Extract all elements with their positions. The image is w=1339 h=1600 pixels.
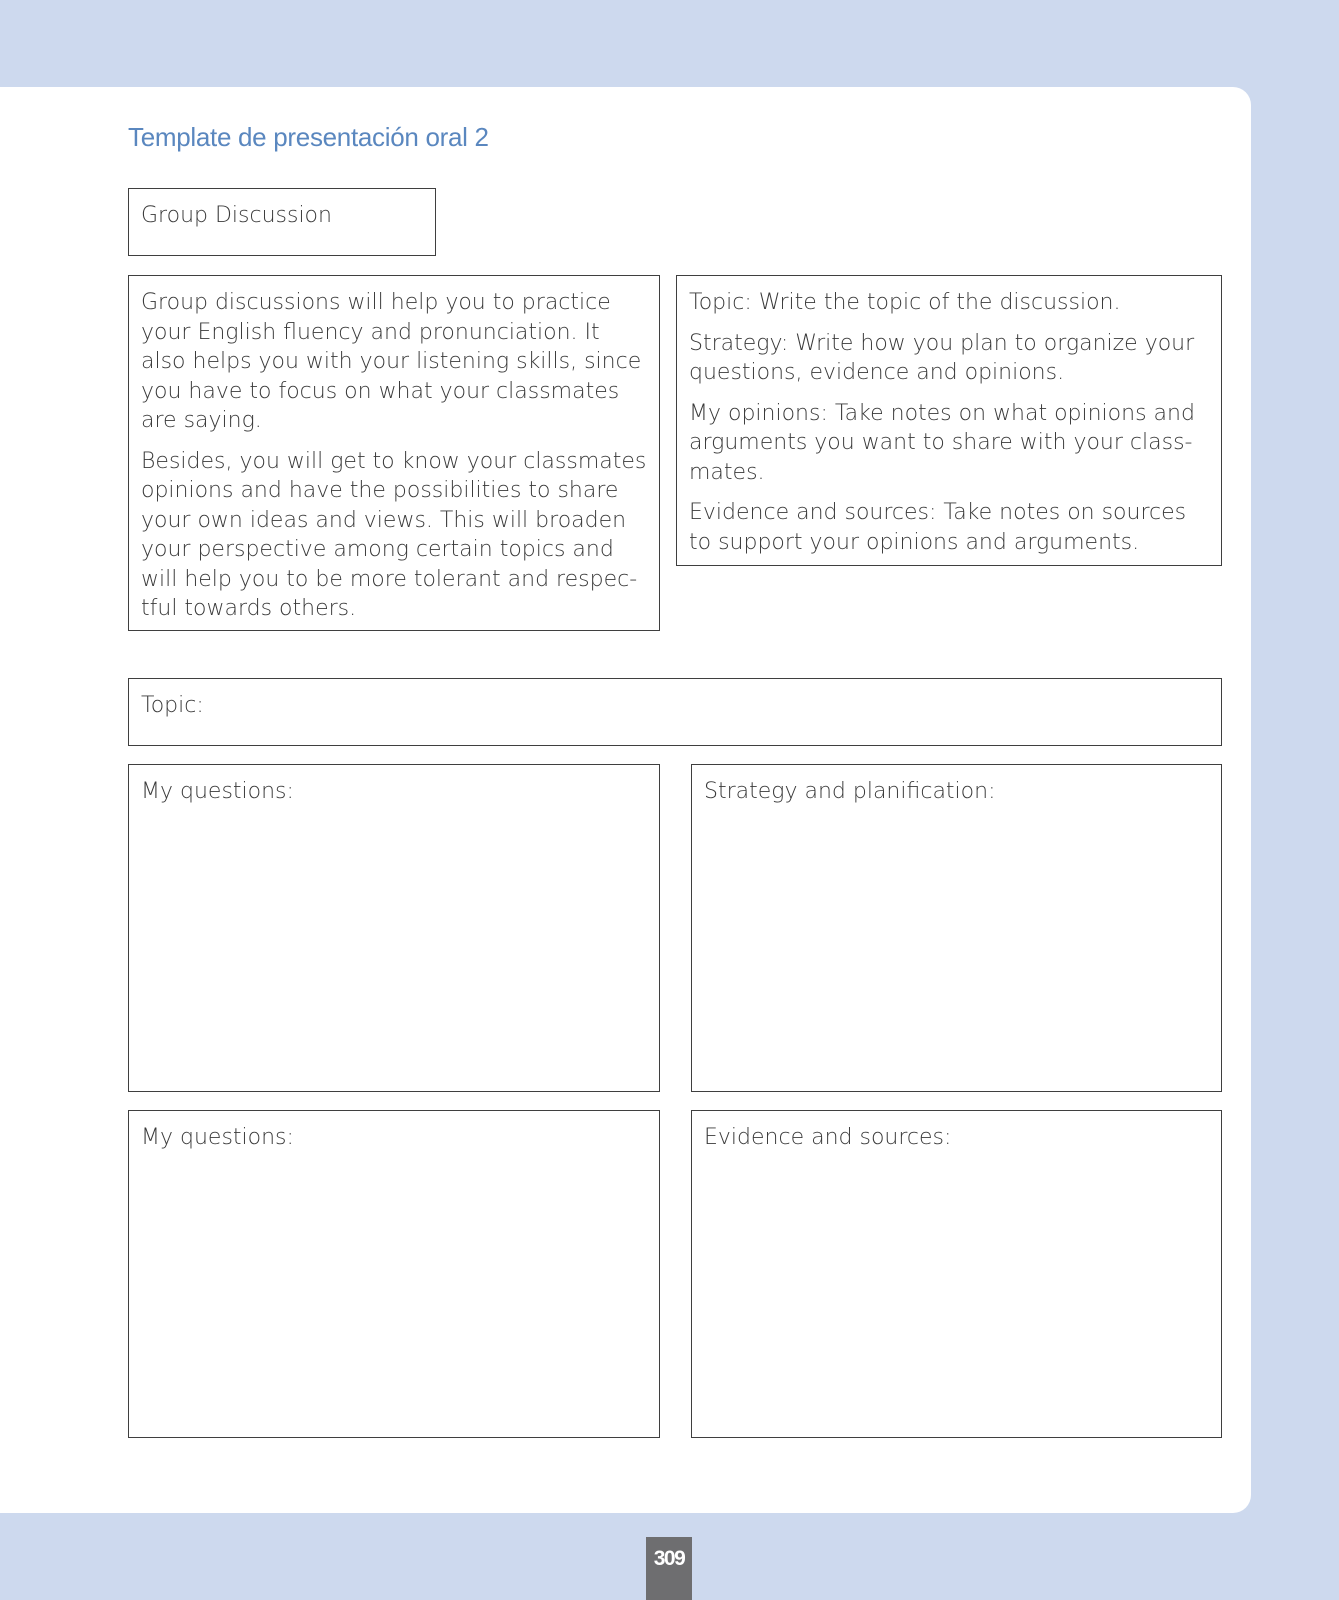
strategy-label: Strategy and planification:	[704, 779, 996, 804]
instruction-evidence: Evidence and sources: Take notes on sources to support your opinions and arguments.	[689, 500, 1187, 555]
page-title: Template de presentación oral 2	[128, 122, 489, 152]
my-questions-label-1: My questions:	[141, 779, 294, 804]
intro-text-box	[128, 275, 660, 631]
intro-paragraph-1: Group discussions will help you to practice your English fluency and pronunciation. It also helps you with your listening skills, since you have to focus on what your classmates are saying.	[141, 290, 642, 433]
instructions-box	[676, 275, 1222, 566]
instruction-opinions: My opinions: Take notes on what opinions and arguments you want to share with your classmates.	[689, 400, 1195, 485]
activity-name-label: Group Discussion	[141, 203, 332, 228]
evidence-field[interactable]	[691, 1110, 1222, 1438]
my-questions-field-1[interactable]	[128, 764, 660, 1092]
intro-paragraph-2: Besides, you will get to know your classmates opinions and have the possibilities to share your own ideas and views. This will broaden your perspective among certain topics and will help you to be more tolerant and respectful towards others.	[141, 448, 647, 621]
instruction-topic: Topic: Write the topic of the discussion.	[689, 290, 1121, 315]
strategy-field[interactable]	[691, 764, 1222, 1092]
topic-field[interactable]	[128, 678, 1222, 746]
page-number: 309	[646, 1537, 692, 1600]
evidence-label: Evidence and sources:	[704, 1125, 952, 1150]
my-questions-field-2[interactable]	[128, 1110, 660, 1438]
instruction-strategy: Strategy: Write how you plan to organize your questions, evidence and opinions.	[689, 330, 1195, 385]
activity-name-box	[128, 188, 436, 256]
my-questions-label-2: My questions:	[141, 1125, 294, 1150]
topic-label: Topic:	[141, 693, 204, 718]
